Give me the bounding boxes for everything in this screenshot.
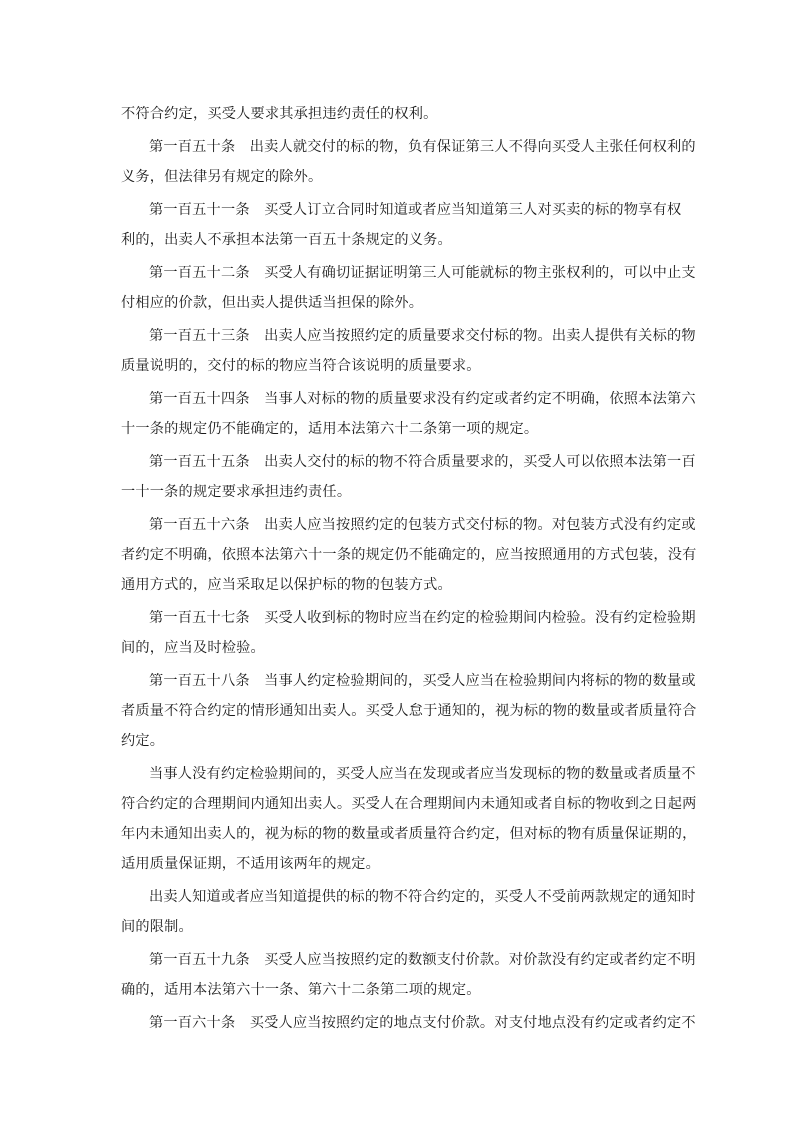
paragraph-p2 bbox=[121, 195, 681, 255]
text-line: 第一百六十条 买受人应当按照约定的地点支付价款。对支付地点没有约定或者约定不 bbox=[149, 1015, 696, 1031]
text-line: 质量说明的，交付的标的物应当符合该说明的质量要求。 bbox=[121, 358, 481, 374]
paragraph-p1 bbox=[121, 132, 696, 192]
paragraph-p6 bbox=[121, 447, 696, 507]
text-line: 第一百五十三条 出卖人应当按照约定的质量要求交付标的物。出卖人提供有关标的物 bbox=[149, 328, 696, 344]
text-line: 第一百五十五条 出卖人交付的标的物不符合质量要求的，买受人可以依照本法第一百 bbox=[149, 454, 696, 470]
text-line: 通用方式的，应当采取足以保护标的物的包装方式。 bbox=[121, 577, 452, 593]
text-line: 第一百五十条 出卖人就交付的标的物，负有保证第三人不得向买受人主张任何权利的 bbox=[149, 139, 696, 155]
paragraph-p12 bbox=[121, 945, 696, 1005]
paragraph-p4 bbox=[121, 321, 696, 381]
text-line: 当事人没有约定检验期间的，买受人应当在发现或者应当发现标的物的数量或者质量不 bbox=[149, 766, 696, 782]
text-line: 第一百五十八条 当事人约定检验期间的，买受人应当在检验期间内将标的物的数量或 bbox=[149, 673, 696, 689]
text-line: 一十一条的规定要求承担违约责任。 bbox=[121, 484, 352, 500]
text-line: 约定。 bbox=[121, 733, 165, 749]
paragraph-p10 bbox=[121, 759, 697, 879]
text-line: 符合约定的合理期间内通知出卖人。买受人在合理期间内未通知或者自标的物收到之日起两 bbox=[121, 796, 697, 812]
paragraph-p3 bbox=[121, 258, 696, 318]
text-line: 间的限制。 bbox=[121, 919, 193, 935]
paragraph-p11 bbox=[121, 882, 696, 942]
text-line: 不符合约定，买受人要求其承担违约责任的权利。 bbox=[121, 106, 438, 122]
text-line: 者质量不符合约定的情形通知出卖人。买受人怠于通知的，视为标的物的数量或者质量符合 bbox=[121, 703, 697, 719]
paragraph-p13 bbox=[121, 1008, 696, 1038]
text-line: 适用质量保证期，不适用该两年的规定。 bbox=[121, 856, 380, 872]
paragraph-p0 bbox=[121, 99, 681, 129]
text-line: 十一条的规定仍不能确定的，适用本法第六十二条第一项的规定。 bbox=[121, 421, 539, 437]
paragraph-p9 bbox=[121, 666, 697, 756]
text-line: 间的，应当及时检验。 bbox=[121, 640, 265, 656]
text-line: 年内未通知出卖人的，视为标的物的数量或者质量符合约定，但对标的物有质量保证期的， bbox=[121, 826, 697, 842]
text-line: 第一百五十七条 买受人收到标的物时应当在约定的检验期间内检验。没有约定检验期 bbox=[149, 610, 696, 626]
text-line: 义务，但法律另有规定的除外。 bbox=[121, 169, 323, 185]
text-line: 第一百五十六条 出卖人应当按照约定的包装方式交付标的物。对包装方式没有约定或 bbox=[149, 517, 696, 533]
text-line: 出卖人知道或者应当知道提供的标的物不符合约定的，买受人不受前两款规定的通知时 bbox=[149, 889, 696, 905]
text-line: 利的，出卖人不承担本法第一百五十条规定的义务。 bbox=[121, 232, 452, 248]
text-line: 第一百五十一条 买受人订立合同时知道或者应当知道第三人对买卖的标的物享有权 bbox=[149, 202, 682, 218]
paragraph-p5 bbox=[121, 384, 696, 444]
paragraph-p8 bbox=[121, 603, 696, 663]
text-line: 第一百五十二条 买受人有确切证据证明第三人可能就标的物主张权利的，可以中止支 bbox=[149, 265, 696, 281]
document-body bbox=[121, 99, 697, 1038]
text-line: 第一百五十九条 买受人应当按照约定的数额支付价款。对价款没有约定或者约定不明 bbox=[149, 952, 696, 968]
paragraph-p7 bbox=[121, 510, 697, 600]
text-line: 第一百五十四条 当事人对标的物的质量要求没有约定或者约定不明确，依照本法第六 bbox=[149, 391, 696, 407]
text-line: 付相应的价款，但出卖人提供适当担保的除外。 bbox=[121, 295, 424, 311]
text-line: 确的，适用本法第六十一条、第六十二条第二项的规定。 bbox=[121, 982, 481, 998]
text-line: 者约定不明确，依照本法第六十一条的规定仍不能确定的，应当按照通用的方式包装，没有 bbox=[121, 547, 697, 563]
